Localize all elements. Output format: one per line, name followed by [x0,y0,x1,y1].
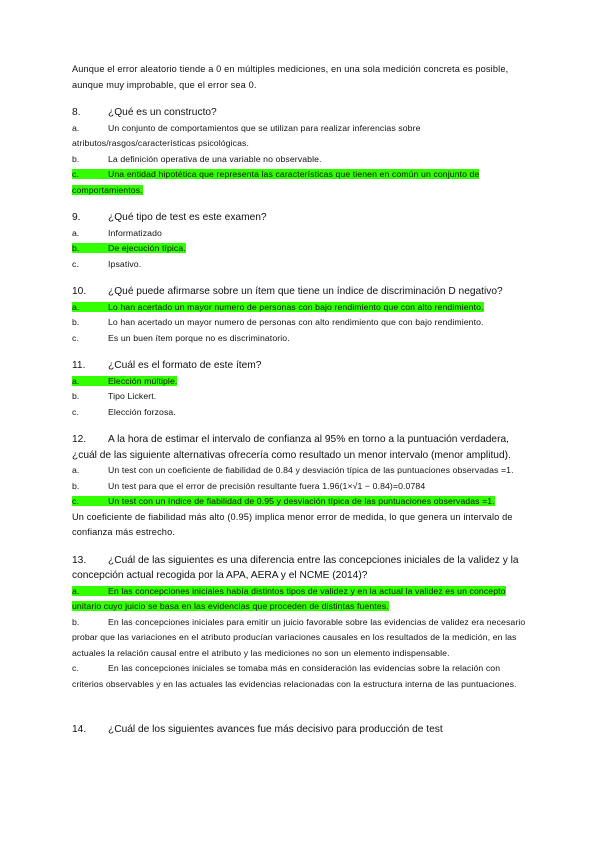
question-heading [72,105,532,121]
question-heading [72,210,532,226]
question-text: ¿Qué es un constructo? [108,107,217,118]
question-heading [72,284,532,300]
question-number: 10. [72,286,87,297]
question-number: 12. [72,434,87,445]
question-heading [72,722,532,738]
question-13 [72,553,532,693]
option-a: a. Un conjunto de comportamientos que se utilizan para realizar inferencias sobre atributos/rasgos/características psicológicas. [72,122,421,148]
question-heading [72,553,532,584]
option-c: c. Es un buen ítem porque no es discriminatorio. [72,332,290,343]
option-a-correct: a. Lo han acertado un mayor numero de personas con bajo rendimiento que con alto rendimiento. [72,301,484,312]
option-a: a. Un test con un coeficiente de fiabilidad de 0.84 y desviación típica de las puntuaciones observadas =1. [72,465,514,475]
option-a-correct: a. En las concepciones iniciales había distintos tipos de validez y en la actual la validez es un concepto unitario cuyo juicio se basa en las evidencias que proceden de distintas fuentes. [72,585,506,611]
option-b: b. Un test para que el error de precisión resultante fuera 1.96(1×√1 − 0.84)=0.0784 [72,480,426,491]
question-heading [72,432,532,463]
question-number: 9. [72,212,81,223]
option-c: c. Ipsativo. [72,258,142,269]
option-b: b. Lo han acertado un mayor numero de personas con alto rendimiento que con bajo rendimiento. [72,317,484,327]
option-b: b. En las concepciones iniciales para emitir un juicio favorable sobre las evidencias de validez era necesario probar que las variaciones en el atributo producían variaciones causales en los resultados de la medición, en las actuales la relación causal entre el atributo y las mediciones no son un elemento indispensable. [72,616,526,658]
option-a: a. Informatizado [72,227,162,238]
question-number: 14. [72,724,87,735]
question-heading [72,358,532,374]
question-text: A la hora de estimar el intervalo de confianza al 95% en torno a la puntuación verdadera, ¿cuál de las siguiente alternativas ofrecería como resultado un menor intervalo (menor amplitud). [72,434,511,461]
option-b: b. Tipo Lickert. [72,391,157,401]
intro-paragraph: Aunque el error aleatorio tiende a 0 en múltiples mediciones, en una sola medición concreta es posible, aunque muy improbable, que el error sea 0. [72,64,509,90]
question-11 [72,358,532,420]
explanation-note: Un coeficiente de fiabilidad más alto (0.95) implica menor error de medida, lo que genera un intervalo de confianza más estrecho. [72,511,513,537]
option-c-correct: c. Una entidad hipotética que representa las características que tienen en común un conjunto de comportamientos. [72,169,480,195]
question-number: 11. [72,360,86,371]
option-b: b. La definición operativa de una variable no observable. [72,153,322,164]
question-8 [72,105,532,198]
question-text: ¿Cuál es el formato de este ítem? [108,360,262,371]
option-b-correct: b. De ejecución típica. [72,243,186,253]
option-c: c. En las concepciones iniciales se tomaba más en consideración las evidencias sobre la relación con criterios observables y en las actuales las evidencias relacionadas con la estructura interna de las puntuaciones. [72,663,517,689]
document-content [72,62,532,738]
question-text: ¿Cuál de las siguientes es una diferencia entre las concepciones iniciales de la validez y la concepción actual recogida por la APA, AERA y el NCME (2014)? [72,554,519,581]
option-c: c. Elección forzosa. [72,406,176,417]
option-a-correct: a. Elección múltiple. [72,375,178,386]
question-text: ¿Qué tipo de test es este examen? [108,212,267,223]
question-number: 8. [72,107,81,118]
question-10 [72,284,532,346]
option-c-correct: c. Un test con un índice de fiabilidad de 0.95 y desviación típica de las puntuaciones observadas =1. [72,496,495,506]
question-number: 13. [72,554,87,566]
question-9 [72,210,532,272]
question-12 [72,432,532,541]
question-text: ¿Qué puede afirmarse sobre un ítem que tiene un índice de discriminación D negativo? [108,286,503,297]
question-text: ¿Cuál de los siguientes avances fue más decisivo para producción de test [108,724,443,735]
question-14 [72,722,532,738]
